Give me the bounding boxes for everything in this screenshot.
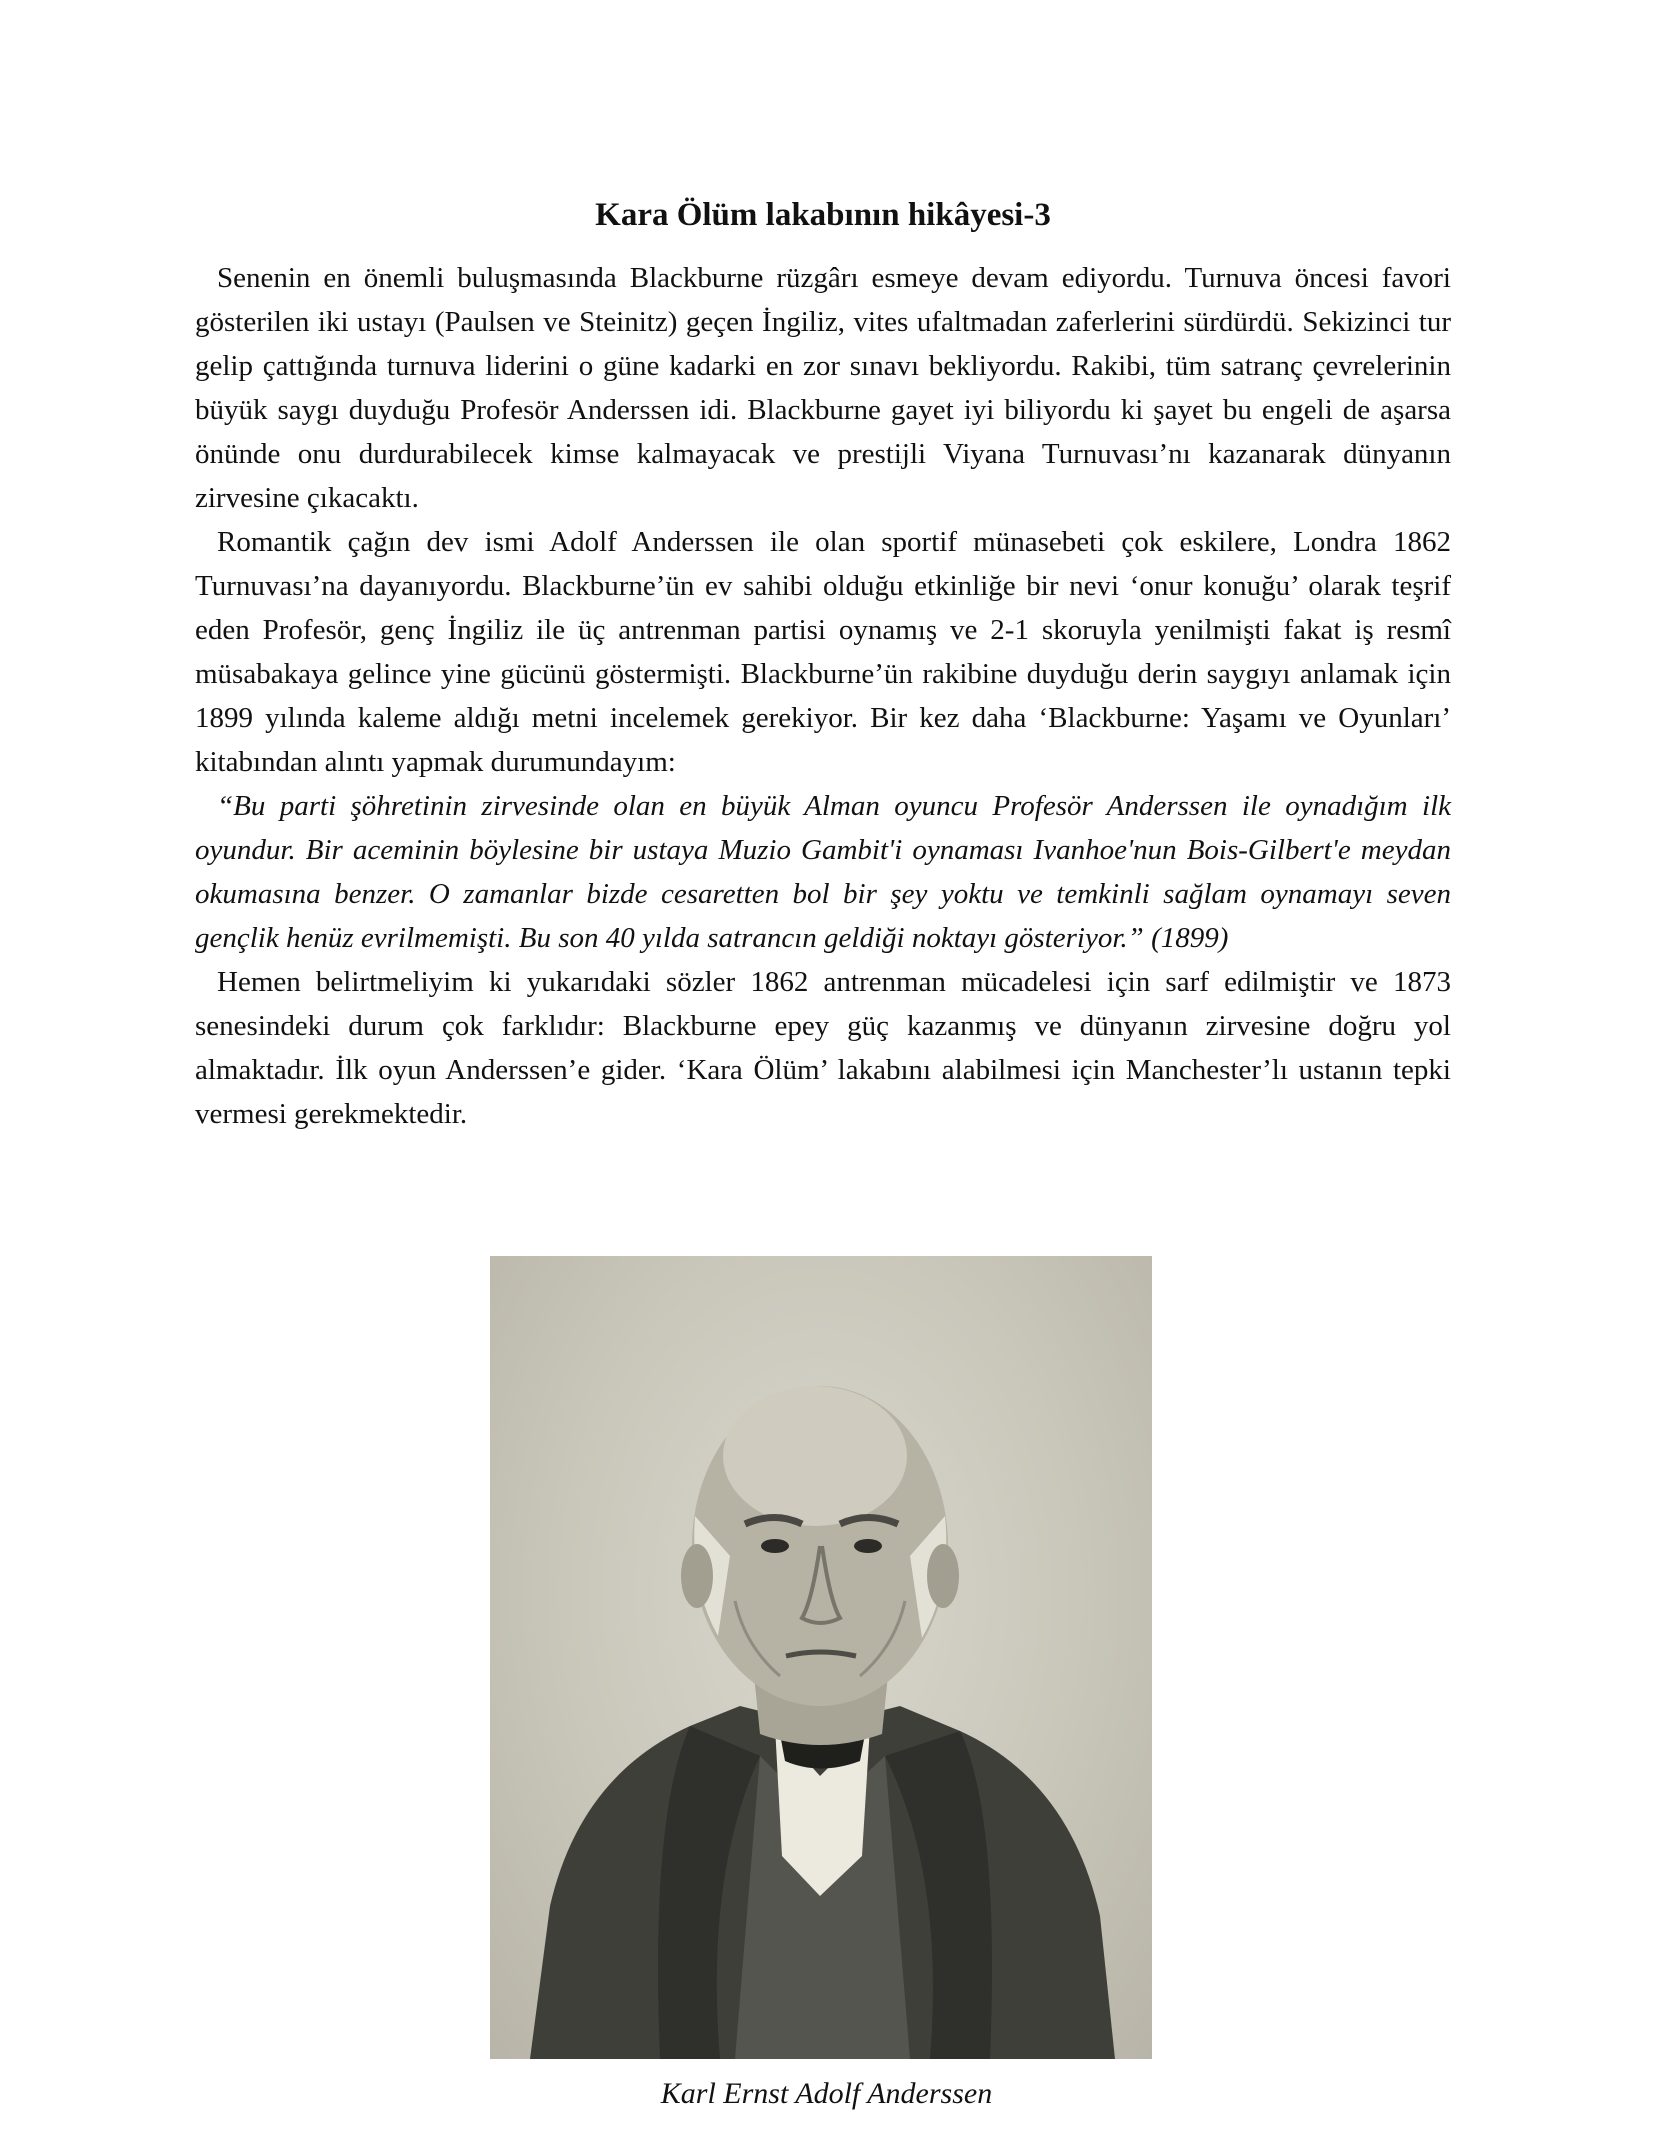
- paragraph-4: Hemen belirtmeliyim ki yukarıdaki sözler 1862 antrenman mücadelesi için sarf edilmiştir ve 1873 senesindeki durum çok farklıdır: Blackburne epey güç kazanmış ve dünyanın zirvesine doğru yol almaktadır. İlk oyun Anderssen’e gider. ‘Kara Ölüm’ lakabını alabilmesi için Manchester’lı ustanın tepki vermesi gerekmektedir.: [195, 966, 1451, 1130]
- document-title: Kara Ölüm lakabının hikâyesi-3: [595, 197, 1051, 233]
- paragraph-2: Romantik çağın dev ismi Adolf Anderssen ile olan sportif münasebeti çok eskilere, Londra 1862 Turnuvası’na dayanıyordu. Blackburne’ün ev sahibi olduğu etkinliğe bir nevi ‘onur konuğu’ olarak teşrif eden Profesör, genç İngiliz ile üç antrenman partisi oynamış ve 2-1 skoruyla yenilmişti fakat iş resmî müsabakaya gelince yine gücünü göstermişti. Blackburne’ün rakibine duyduğu derin saygıyı anlamak için 1899 yılında kaleme aldığı metni incelemek gerekiyor. Bir kez daha ‘Blackburne: Yaşamı ve Oyunları’ kitabından alıntı yapmak durumundayım:: [195, 526, 1451, 778]
- figure-caption: Karl Ernst Adolf Anderssen: [660, 2077, 993, 2110]
- document-body: [195, 190, 1451, 1136]
- paragraph-1: Senenin en önemli buluşmasında Blackburne rüzgârı esmeye devam ediyordu. Turnuva öncesi favori gösterilen iki ustayı (Paulsen ve Steinitz) geçen İngiliz, vites ufaltmadan zaferlerini sürdürdü. Sekizinci tur gelip çattığında turnuva liderini o güne kadarki en zor sınavı bekliyordu. Rakibi, tüm satranç çevrelerinin büyük saygı duyduğu Profesör Anderssen idi. Blackburne gayet iyi biliyordu ki şayet bu engeli de aşarsa önünde onu durdurabilecek kimse kalmayacak ve prestijli Viyana Turnuvası’nı kazanarak dünyanın zirvesine çıkacaktı.: [195, 262, 1451, 514]
- quote-paragraph: “Bu parti şöhretinin zirvesinde olan en büyük Alman oyuncu Profesör Anderssen ile oynadığım ilk oyundur. Bir aceminin böylesine bir ustaya Muzio Gambit'i oynaması Ivanhoe'nun Bois-Gilbert'e meydan okumasına benzer. O zamanlar bizde cesaretten bol bir şey yoktu ve temkinli sağlam oynamayı seven gençlik henüz evrilmemişti. Bu son 40 yılda satrancın geldiği noktayı gösteriyor.” (1899): [195, 790, 1451, 954]
- portrait-image: [490, 1256, 1152, 2059]
- portrait-engraving-icon: [490, 1256, 1152, 2059]
